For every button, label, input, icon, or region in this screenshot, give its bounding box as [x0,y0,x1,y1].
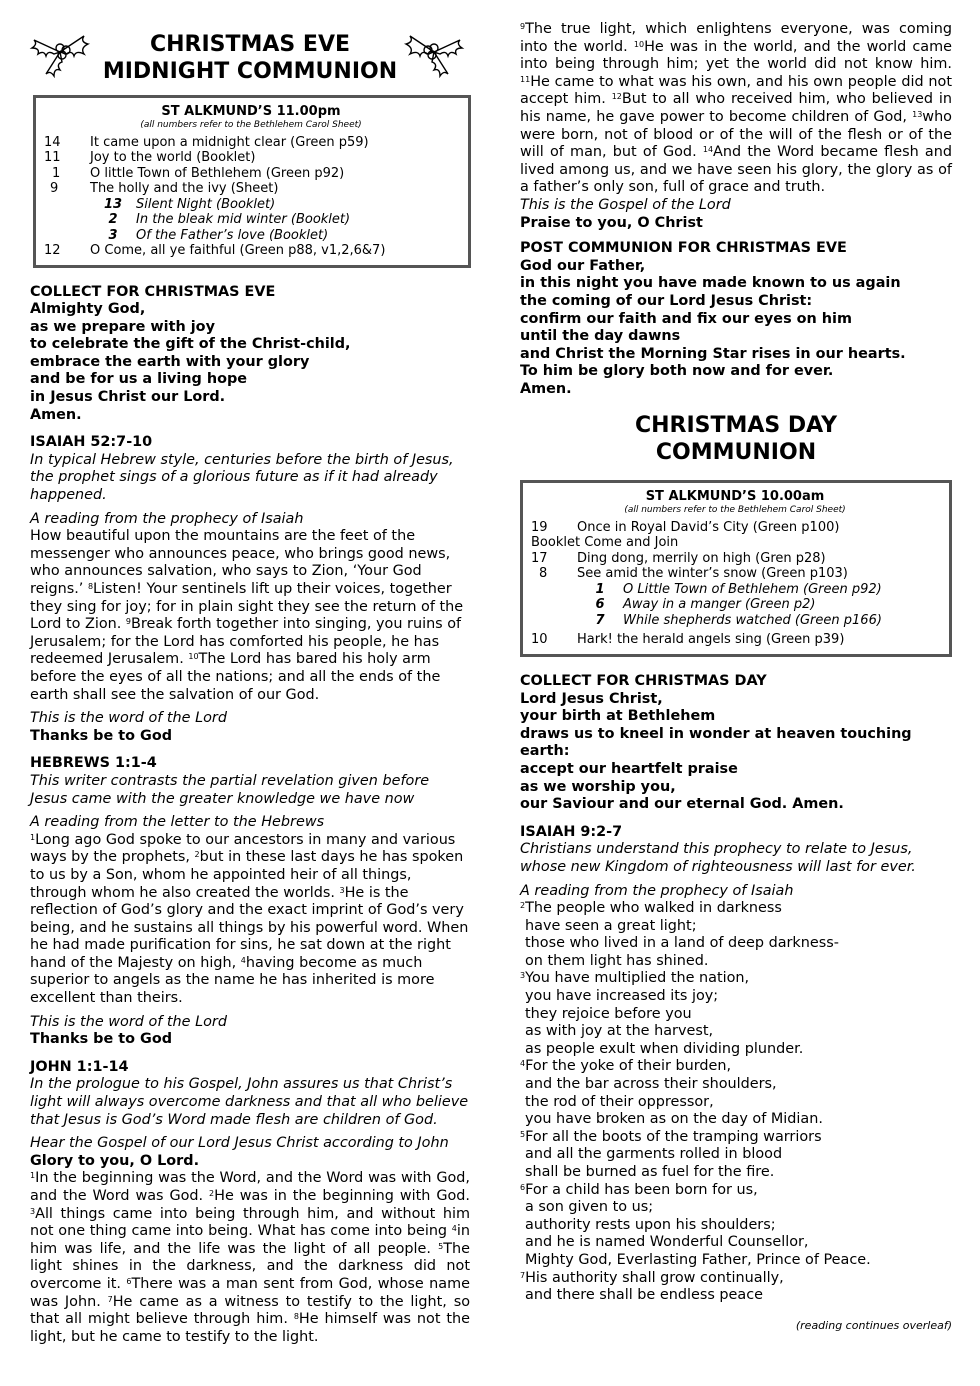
isaiah52-announce: A reading from the prophecy of Isaiah [30,510,304,527]
post-communion-prayer: God our Father, in this night you have made known to us again the coming of our Lord Jesus Christ: confirm our faith and fix our eyes on him until the day dawns and Christ the Morning Star rises in our hearts. To him be glory both now and for ever. Amen. [520,257,906,397]
john-acclaim: Glory to you, O Lord. [30,1152,200,1169]
collect-day-heading: COLLECT FOR CHRISTMAS DAY [520,672,767,689]
john-intro: In the prologue to his Gospel, John assures us that Christ’s light will always overcome darkness and that all who believe that Jesus is God’s Word made flesh are children of God. [30,1076,469,1128]
hymn-row: 19 Once in Royal David’s City (Green p100) [531,519,840,535]
hymn-row: 9 The holly and the ivy (Sheet) [50,181,279,196]
isaiah52-text: How beautiful upon the mountains are the feet of the messenger who announces peace, who brings good news, who announces salvation, who says to Zion, ‘Your God reigns.’ $^8$Listen! Your sentinels lift up their voices, together they sing for joy; for in plain sight they see the return of the Lord to Zion. $^9$Break forth together into singing, you ruins of Jerusalem; for the Lord has comforted his people, he has redeemed Jerusalem. $^{10}$The Lord has bared his holy arm before the eyes of all the nations; and all the ends of the earth shall see the salvation of our God. [30,528,464,703]
hymn-row: 11 Joy to the world (Booklet) [44,150,256,165]
hymn-row: 1 O Little Town of Bethlehem (Green p92) [595,581,882,597]
hymn-row: 3 Of the Father’s love (Booklet) [108,227,329,243]
section-title-christmas-day: CHRISTMAS DAY COMMUNION [634,413,838,466]
hymn-row: Booklet Come and Join [531,535,679,551]
hymn-row: 1 O little Town of Bethlehem (Green p92) [52,165,345,181]
hebrews-announce: A reading from the letter to the Hebrews [30,814,325,831]
hymn-row: 6 Away in a manger (Green p2) [595,597,816,613]
john-response-call: This is the Gospel of the Lord [520,196,731,213]
isaiah52-intro: In typical Hebrew style, centuries before the birth of Jesus, the prophet sings of a glorious future as if it had already happened. [30,451,454,504]
hebrews-response-call: This is the word of the Lord [30,1013,227,1030]
john-heading: JOHN 1:1-14 [30,1058,129,1075]
page-title: CHRISTMAS EVE MIDNIGHT COMMUNION [102,32,398,84]
john-text: $^1$In the beginning was the Word, and the Word was with God, and the Word was God. $^2$He was in the beginning with God. $^3$All things came into being through him, and without him not one thing came into being. What has come into being $^4$in him was life, and the life was the light of all people. $^5$The light shines in the darkness, and the darkness did not overcome it. $^6$There was a man sent from God, whose name was John. $^7$He came as a witness to testify to the light, so that all might believe through him. $^8$He himself was not the light, but he came to testify to the light. [30,1170,470,1345]
box-subheading: (all numbers refer to the Bethlehem Carol Sheet) [624,504,846,515]
isaiah9-text: $^2$The people who walked in darkness have seen a great light; those who lived in a land of deep darkness- on them light has shined. $^3$You have multiplied the nation, you have increased its joy; they rejoice before you as with joy at the harvest, as people exult when dividing plunder. $^4$For the yoke of their burden, and the bar across their shoulders, the rod of their oppressor, you have broken as on the day of Midian. $^5$For all the boots of the tramping warriors and all the garments rolled in blood shall be burned as fuel for the fire. $^6$For a child has been born for us, a son given to us; authority rests upon his shoulders; and he is named Wonderful Counsellor, Mighty God, Everlasting Father, Prince of Peace. $^7$His authority shall grow continually, and there shall be endless peace [520,900,871,1304]
hymn-row: 17 Ding dong, merrily on high (Gren p28) [531,550,826,566]
hebrews-intro: This writer contrasts the partial revelation given before Jesus came with the greater knowledge we have now [30,772,430,807]
hebrews-response: Thanks be to God [30,1031,173,1048]
hymn-row: 13 Silent Night (Booklet) [103,196,276,212]
isaiah9-intro: Christians understand this prophecy to relate to Jesus, whose new Kingdom of righteousness will last for ever. [520,841,916,875]
collect-eve-heading: COLLECT FOR CHRISTMAS EVE [30,283,276,300]
hymn-row: 14 It came upon a midnight clear (Green p59) [44,134,369,150]
hymn-row: 10 Hark! the herald angels sing (Green p39) [531,632,845,648]
john-response: Praise to you, O Christ [520,214,703,231]
box-heading: ST ALKMUND’S 11.00pm [161,104,341,119]
box-heading: ST ALKMUND’S 10.00am [645,489,825,505]
continues-note: (reading continues overleaf) [795,1318,952,1332]
hymn-row: 7 While shepherds watched (Green p166) [595,612,882,628]
post-communion-heading: POST COMMUNION FOR CHRISTMAS EVE [520,240,847,257]
isaiah52-response-call: This is the word of the Lord [30,710,227,727]
collect-day-prayer: Lord Jesus Christ, your birth at Bethlehem draws us to kneel in wonder at heaven touching earth: accept our heartfelt praise as we worship you, our Saviour and our eternal God. Amen. [520,690,912,813]
isaiah52-heading: ISAIAH 52:7-10 [30,434,153,451]
hebrews-text: $^1$Long ago God spoke to our ancestors in many and various ways by the prophets, $^2$but in these last days he has spoken to us by a Son, whom he appointed heir of all things, through whom he also created the worlds. $^3$He is the reflection of God’s glory and the exact imprint of God’s very being, and he sustains all things by his powerful word. When he had made purification for sins, he sat down at the right hand of the Majesty on high, $^4$having become as much superior to angels as the name he has inherited is more excellent than theirs. [30,831,469,1007]
right-column [520,0,952,1334]
hymn-box-day [520,480,952,657]
john-continued-text: $^9$The true light, which enlightens everyone, was coming into the world. $^{10}$He was in the world, and the world came into being through him; yet the world did not know him. $^{11}$He came to what was his own, and his own people did not accept him. $^{12}$But to all who received him, who believed in his name, he gave power to become children of God, $^{13}$who were born, not of blood or of the will of the flesh or of the will of man, but of God. $^{14}$And the Word became flesh and lived among us, and we have seen his glory, the glory as of a father’s only son, full of grace and truth. [520,21,952,196]
collect-eve-prayer: Almighty God, as we prepare with joy to celebrate the gift of the Christ-child, embrace the earth with your glory and be for us a living hope in Jesus Christ our Lord. Amen. [30,301,351,423]
isaiah52-response: Thanks be to God [30,727,173,744]
john-announce: Hear the Gospel of our Lord Jesus Christ according to John [30,1135,449,1152]
isaiah9-announce: A reading from the prophecy of Isaiah [520,882,794,899]
hymn-row: 8 See amid the winter’s snow (Green p103) [539,566,848,582]
hymn-row: 12 O Come, all ye faithful (Green p88, v1,2,6&7) [44,243,386,258]
hymn-box-eve [33,95,471,268]
isaiah9-heading: ISAIAH 9:2-7 [520,823,623,840]
hebrews-heading: HEBREWS 1:1-4 [30,755,157,772]
hymn-row: 2 In the bleak mid winter (Booklet) [108,212,351,227]
box-subheading: (all numbers refer to the Bethlehem Carol Sheet) [140,119,362,130]
left-column [30,0,470,1346]
